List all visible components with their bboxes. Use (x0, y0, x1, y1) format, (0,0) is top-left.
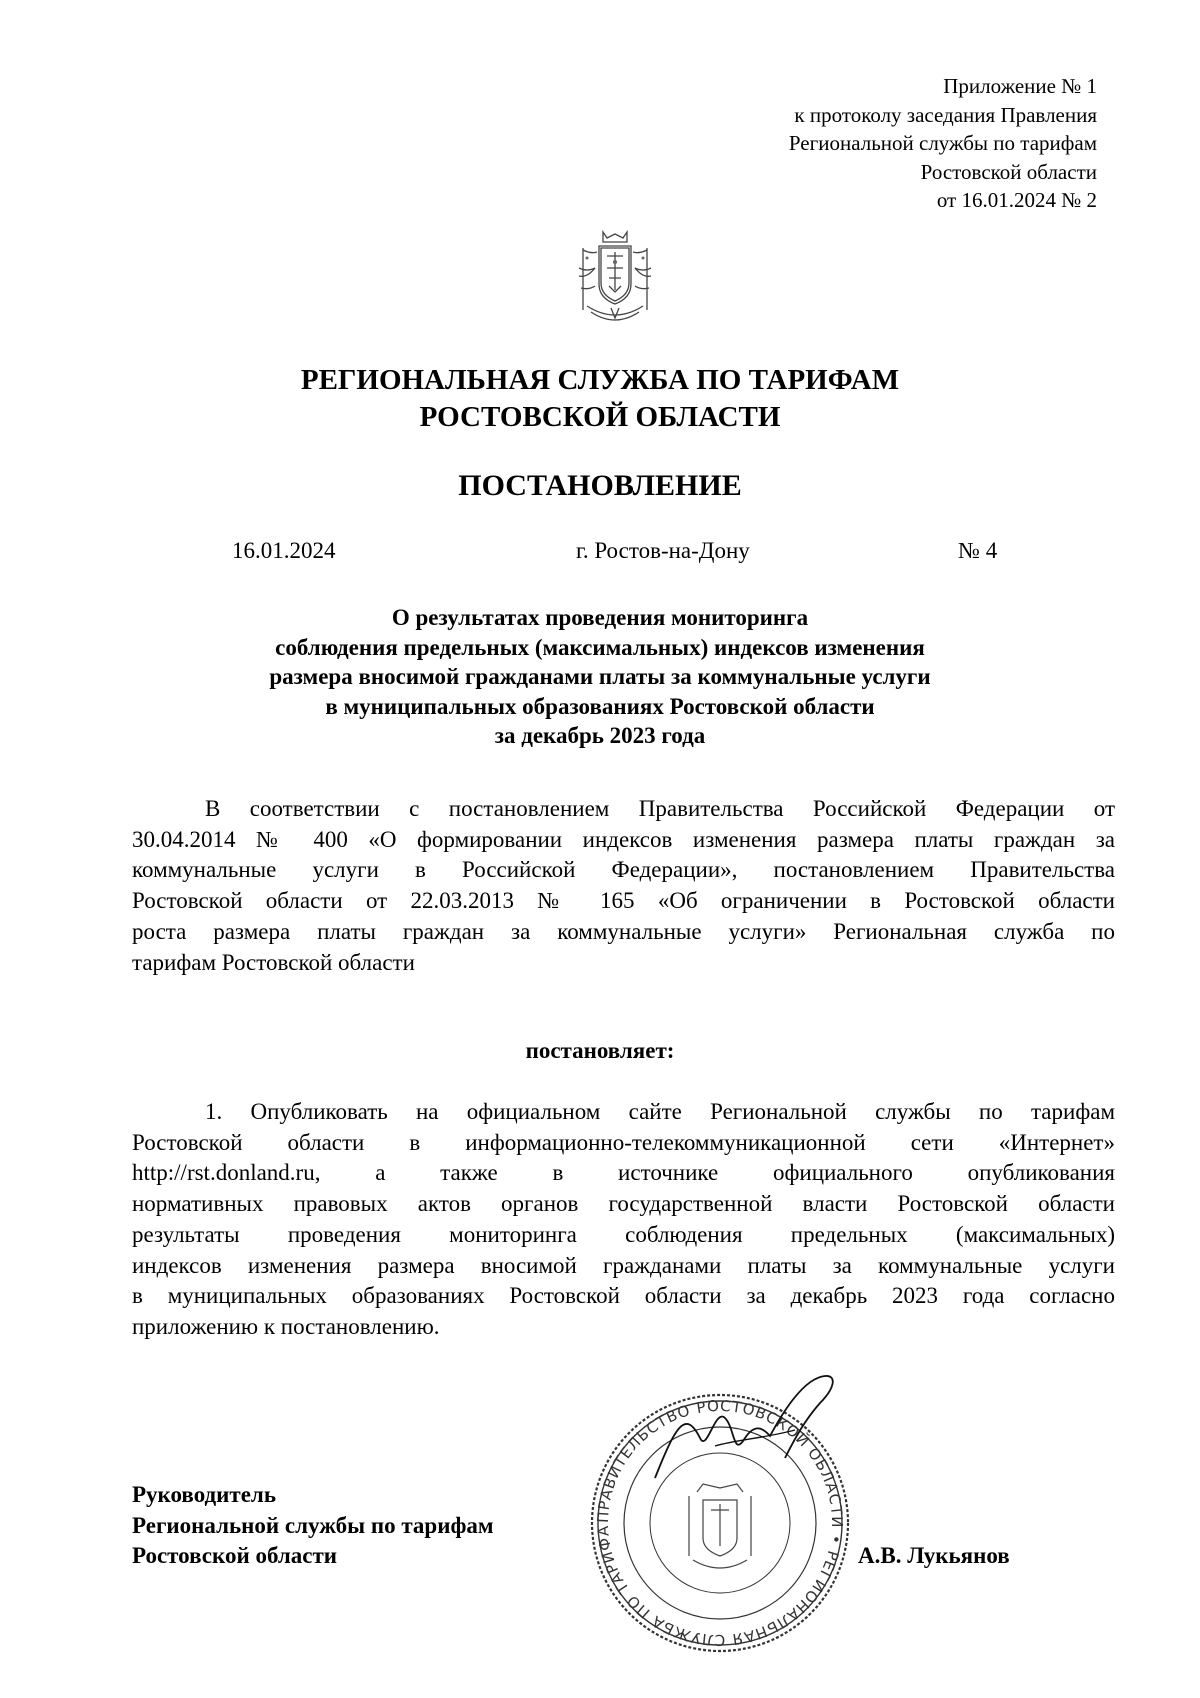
appendix-line: Ростовской области (920, 159, 1097, 184)
organization-name-line: РОСТОВСКОЙ ОБЛАСТИ (419, 401, 781, 433)
appendix-line: Региональной службы по тарифам (788, 131, 1097, 155)
subject-line: соблюдения предельных (максимальных) индексов изменения (275, 634, 925, 660)
preamble-line: коммунальные услуги в Российской Федерации», постановлением Правительства (132, 857, 1115, 883)
signer-title-line: Ростовской области (132, 1543, 338, 1568)
item-1-line: Ростовской области в информационно-телекоммуникационной сети «Интернет» (132, 1129, 1115, 1155)
signer-title-line: Руководитель (132, 1482, 276, 1507)
document-number: № 4 (958, 538, 998, 563)
organization-name (0, 362, 1200, 436)
official-seal-icon (585, 1388, 855, 1658)
subject-line: О результатах проведения мониторинга (391, 605, 809, 630)
signer-title-line: Региональной службы по тарифам (132, 1512, 494, 1538)
appendix-note (789, 72, 1097, 215)
item-1-line: результаты проведения мониторинга соблюдения предельных (максимальных) (132, 1221, 1115, 1247)
signer-name: А.В. Лукьянов (858, 1543, 1010, 1568)
document-type: ПОСТАНОВЛЕНИЕ (458, 469, 742, 502)
item-1-line: 1. Опубликовать на официальном сайте Региональной службы по тарифам (205, 1099, 1115, 1124)
appendix-line: от 16.01.2024 № 2 (936, 188, 1097, 212)
item-1-line: индексов изменения размера вносимой гражданами платы за коммунальные услуги (132, 1252, 1115, 1278)
document-date: 16.01.2024 (232, 538, 336, 563)
item-1-line: http://rst.donland.ru, а также в источнике официального опубликования (132, 1160, 1115, 1186)
subject-line: в муниципальных образованиях Ростовской области (325, 693, 875, 719)
signer-title (132, 1480, 494, 1572)
item-1-line: нормативных правовых актов органов государственной власти Ростовской области (132, 1191, 1115, 1217)
seal-text: ПРАВИТЕЛЬСТВО РОСТОВСКОЙ ОБЛАСТИ • РЕГИОНАЛЬНАЯ СЛУЖБА ПО ТАРИФА (593, 1396, 847, 1650)
document-subject (0, 603, 1200, 751)
rostov-region-coat-of-arms-icon (573, 228, 657, 328)
decision-keyword: постановляет: (525, 1038, 675, 1063)
appendix-line: к протоколу заседания Правления (794, 102, 1097, 127)
preamble-line: Ростовской области от 22.03.2013 № 165 «Об ограничении в Ростовской области (132, 888, 1115, 914)
preamble-paragraph (132, 794, 1115, 978)
item-1-line: в муниципальных образованиях Ростовской области за декабрь 2023 года согласно (132, 1283, 1115, 1309)
preamble-line: В соответствии с постановлением Правительства Российской Федерации от (205, 796, 1115, 821)
preamble-line: тарифам Ростовской области (132, 949, 415, 975)
subject-line: за декабрь 2023 года (494, 723, 706, 748)
preamble-line: 30.04.2014 № 400 «О формировании индексов изменения размера платы граждан за (132, 826, 1115, 852)
item-1-paragraph (132, 1097, 1115, 1343)
document-city: г. Ростов-на-Дону (576, 538, 750, 563)
appendix-line: Приложение № 1 (943, 74, 1097, 98)
item-1-line: приложению к постановлению. (132, 1313, 440, 1339)
organization-name-line: РЕГИОНАЛЬНАЯ СЛУЖБА ПО ТАРИФАМ (300, 364, 900, 396)
preamble-line: роста размера платы граждан за коммунальные услуги» Региональная служба по (132, 918, 1115, 944)
handwritten-signature-icon (645, 1368, 845, 1498)
subject-line: размера вносимой гражданами платы за коммунальные услуги (269, 664, 931, 689)
